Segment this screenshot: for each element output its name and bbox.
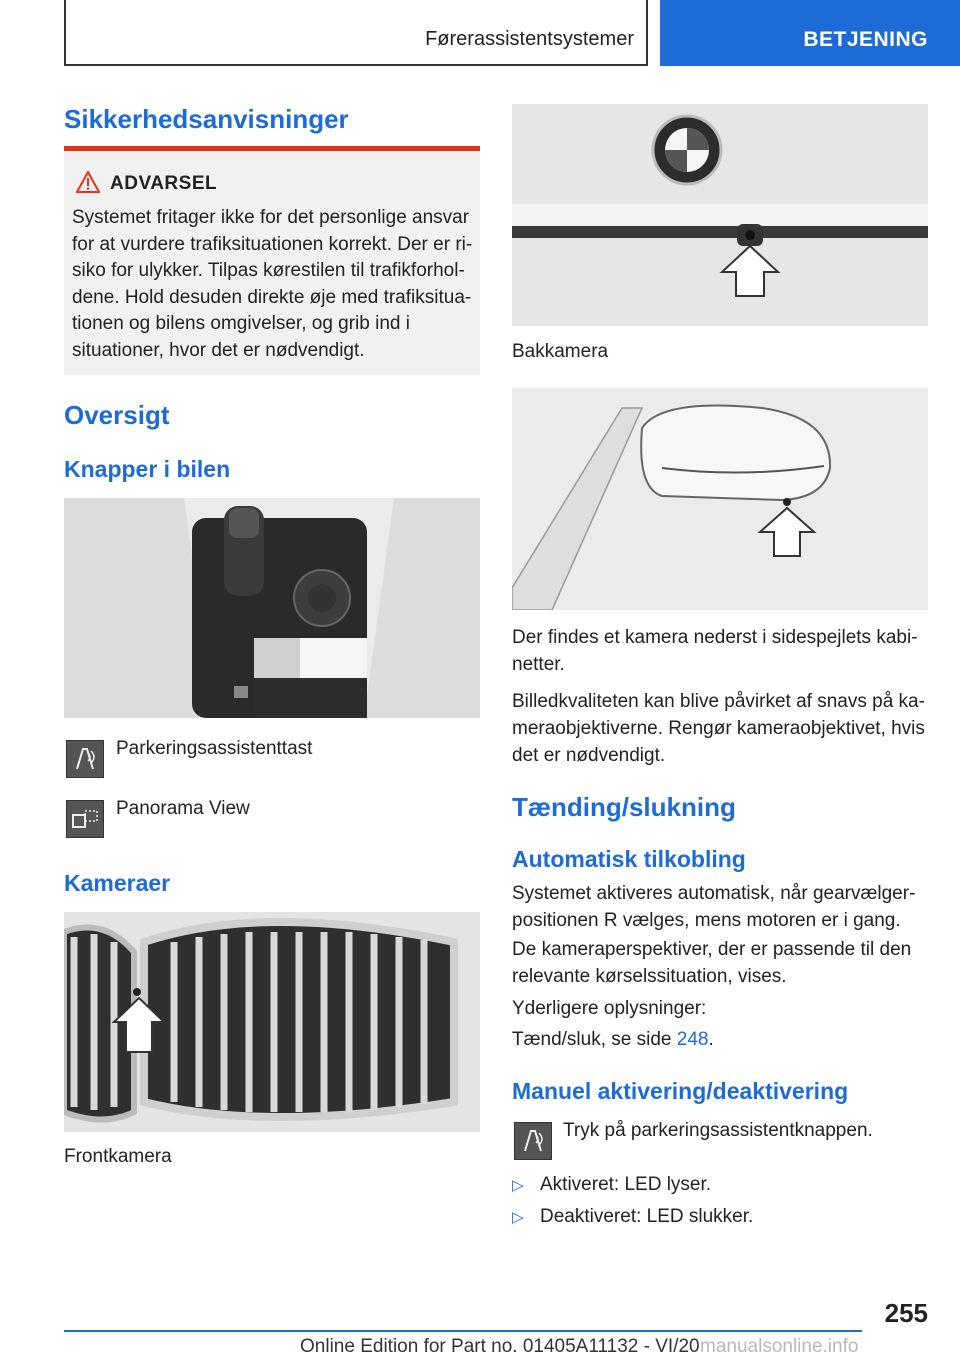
auto-activation-text: Systemet aktiveres automatisk, når gearvælgerpositionen R vælges, mens motoren er i gang. bbox=[512, 883, 916, 931]
heading-buttons: Knapper i bilen bbox=[64, 456, 231, 482]
heading-safety: Sikkerhedsanvisninger bbox=[64, 104, 349, 134]
footer-rule bbox=[64, 1330, 862, 1332]
bullet-triangle-icon: ▷ bbox=[512, 1177, 524, 1194]
front-camera-image bbox=[64, 912, 480, 1132]
toggle-reference-prefix: Tænd/sluk, se side bbox=[512, 1029, 677, 1050]
parking-assistant-label: Parkeringsassistenttast bbox=[116, 738, 313, 759]
warning-box bbox=[64, 151, 480, 375]
header-chapter-box bbox=[660, 0, 960, 66]
heading-ignition: Tænding/slukning bbox=[512, 792, 736, 822]
more-info-text: Yderligere oplysninger: bbox=[512, 998, 707, 1019]
watermark-site: manualsonline.info bbox=[700, 1336, 859, 1357]
image-quality-text: Billedkvaliteten kan blive påvirket af snavs på kameraobjektiverne. Rengør kameraobjektivet, hvis det er nødvendigt. bbox=[512, 691, 925, 766]
warning-title: ADVARSEL bbox=[110, 173, 218, 194]
warning-icon bbox=[76, 171, 100, 193]
heading-auto-activation: Automatisk tilkobling bbox=[512, 846, 746, 872]
warning-text: Systemet fritager ikke for det personlige ansvar for at vurdere trafiksituationen korrekt. Der er risiko for ulykker. Tilpas kørestilen til trafikforholdene. Hold desuden direkte øje med trafiksituationen og bilens omgivelser, og grib ind i situationer, hvor det er nødvendigt. bbox=[72, 207, 473, 361]
camera-perspective-text: De kameraperspektiver, der er passende til den relevante kørselssituation, vises. bbox=[512, 939, 912, 987]
bullet-deactivated-text: Deaktiveret: LED slukker. bbox=[540, 1206, 754, 1227]
toggle-reference-suffix: . bbox=[708, 1029, 714, 1050]
press-button-text: Tryk på parkeringsassistentknappen. bbox=[563, 1120, 873, 1141]
rear-camera-image bbox=[512, 104, 928, 326]
parking-assistant-button-icon bbox=[66, 740, 104, 778]
heading-cameras: Kameraer bbox=[64, 870, 171, 896]
page-number: 255 bbox=[884, 1298, 928, 1328]
rear-camera-caption: Bakkamera bbox=[512, 341, 609, 362]
toggle-reference bbox=[512, 1026, 928, 1053]
section-title: Førerassistentsystemer bbox=[425, 28, 634, 50]
panorama-view-label: Panorama View bbox=[116, 798, 250, 819]
page-248-link[interactable]: 248 bbox=[676, 1029, 709, 1050]
side-mirror-camera-image bbox=[512, 388, 928, 610]
panorama-view-button-icon bbox=[66, 800, 104, 838]
parking-assistant-button-icon-2 bbox=[514, 1122, 552, 1160]
mirror-camera-text: Der findes et kamera nederst i sidespejlets kabinetter. bbox=[512, 627, 918, 675]
bullet-triangle-icon: ▷ bbox=[512, 1209, 524, 1226]
front-camera-caption: Frontkamera bbox=[64, 1146, 172, 1167]
chapter-title: BETJENING bbox=[803, 28, 928, 51]
center-console-image bbox=[64, 498, 480, 718]
bullet-activated bbox=[512, 1174, 711, 1196]
bullet-activated-text: Aktiveret: LED lyser. bbox=[540, 1174, 712, 1195]
edition-text: Online Edition for Part no. 01405A11132 - VI/20 bbox=[300, 1336, 700, 1357]
header-section-box bbox=[64, 0, 648, 66]
heading-manual-activation: Manuel aktivering/deaktivering bbox=[512, 1078, 849, 1104]
heading-overview: Oversigt bbox=[64, 400, 170, 430]
bullet-deactivated bbox=[512, 1206, 753, 1228]
